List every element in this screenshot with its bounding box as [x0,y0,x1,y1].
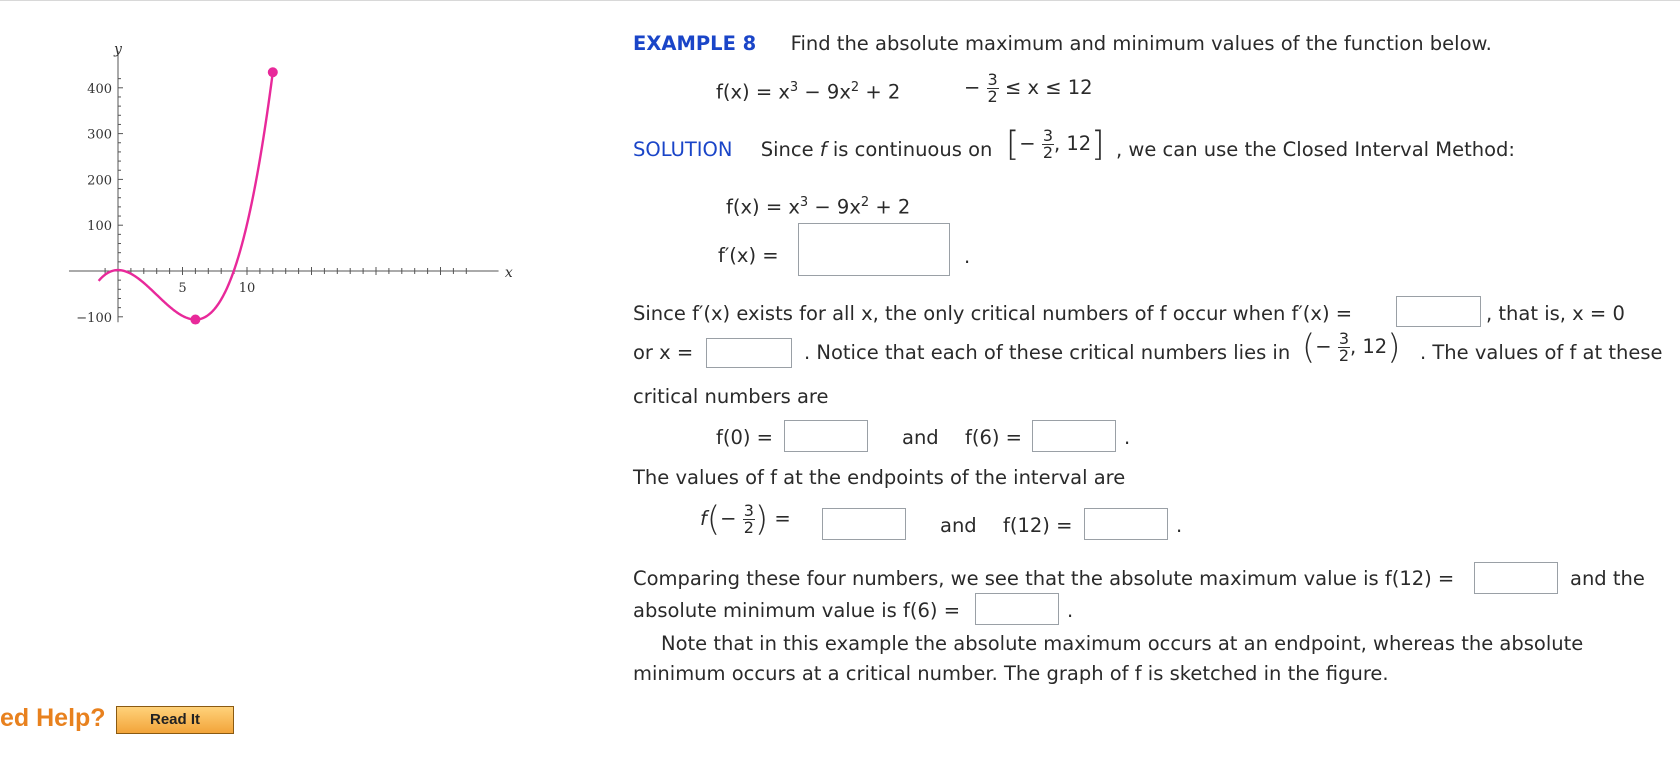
note-text-1: Note that in this example the absolute maximum occurs at an endpoint, whereas the absolute [661,632,1584,655]
critical-text-2: , that is, x = 0 [1486,302,1625,325]
f-italic: f [819,138,827,161]
y-tick-label: 400 [87,81,112,97]
domain-den: 2 [987,87,998,106]
f6-label: f(6) = [965,426,1023,449]
continuous-text: is continuous on [826,138,993,161]
abs-max-input[interactable] [1474,562,1558,594]
domain-rest: ≤ x ≤ 12 [1004,76,1093,99]
solution-line [633,138,992,161]
domain-minus: − [964,76,981,99]
open-interval [1302,327,1401,368]
open-den: 2 [1338,346,1349,365]
func-lhs: f(x) = x [716,80,790,104]
open-right: ) [1387,327,1401,368]
f12-period: . [1176,514,1183,537]
and-text-2: and [940,514,977,537]
top-divider [0,0,1680,1]
f6-period: . [1124,426,1131,449]
compare-text-2: absolute minimum value is f(6) = [633,599,961,622]
f6-input[interactable] [1032,420,1116,452]
compare-text-1: Comparing these four numbers, we see that the absolute maximum value is f(12) = [633,567,1455,590]
domain-fraction [987,72,999,105]
open-fraction [1338,331,1350,364]
abs-min-period: . [1067,599,1074,622]
f0-input[interactable] [784,420,868,452]
interval-minus: − [1019,132,1036,155]
x-tick-label: 5 [178,281,187,296]
since-text: Since [760,138,820,161]
x-tick-label: 10 [238,281,256,296]
domain-num: 3 [987,70,998,89]
fprime-input[interactable] [798,223,950,276]
need-help-label: ed Help? [0,704,106,732]
abs-min-input[interactable] [975,593,1059,625]
and-text-1: and [902,426,939,449]
f12-input[interactable] [1084,508,1168,540]
func-end: + 2 [859,80,901,104]
y-axis-label: y [114,41,122,58]
open-num: 3 [1338,329,1349,348]
interval-den: 2 [1042,143,1053,162]
fneg-open: ( [706,499,721,540]
x-axis-label: x [504,265,513,281]
interval-open: [ [1006,124,1020,165]
read-it-button[interactable]: Read It [116,706,234,734]
func-exp1: 3 [789,80,799,95]
fneg-num: 3 [743,501,754,520]
solution-label: SOLUTION [633,138,733,161]
minimum-point [190,315,200,325]
function-domain [964,72,1093,105]
interval-fraction [1042,128,1054,161]
fx-exp2: 2 [860,195,870,210]
example-header [633,32,1492,55]
or-x-label: or x = [633,341,694,364]
fneg-f: f [700,507,707,530]
f0-label: f(0) = [716,426,774,449]
f12-label: f(12) = [1003,514,1073,537]
interval-rest: , 12 [1054,132,1092,155]
maximum-point [268,67,278,77]
example-prompt: Find the absolute maximum and minimum values of the function below. [790,32,1492,55]
open-minus: − [1315,335,1332,358]
fprime-period: . [964,245,971,268]
function-definition [716,80,900,104]
and-the-text: and the [1570,567,1645,590]
fneg-label [700,499,791,540]
fneg-fraction [743,503,755,536]
fprime-label: f′(x) = [718,244,779,267]
notice-text: . Notice that each of these critical numbers lies in [804,341,1291,364]
method-text: , we can use the Closed Interval Method: [1116,138,1515,161]
note-text-2: minimum occurs at a critical number. The graph of f is sketched in the figure. [633,662,1389,685]
closed-interval [1006,124,1105,165]
fneg-minus: − [720,507,737,530]
fx-lhs: f(x) = x [726,195,800,219]
y-tick-label: 300 [87,127,112,143]
y-tick-label: 100 [87,219,112,235]
interval-close: ] [1091,124,1105,165]
critical-are-text: critical numbers are [633,385,829,408]
fx-end: + 2 [869,195,911,219]
open-rest: , 12 [1350,335,1388,358]
y-tick-label: −100 [76,310,112,326]
fx-exp1: 3 [799,195,809,210]
values-text: . The values of f at these [1420,341,1663,364]
critical-text-1: Since f′(x) exists for all x, the only critical numbers of f occur when f′(x) = [633,302,1353,325]
fneg-close: ) [754,499,769,540]
fx-line [726,195,910,219]
interval-num: 3 [1042,126,1053,145]
function-graph [50,30,520,350]
fx-mid: − 9x [808,195,861,219]
func-exp2: 2 [850,80,860,95]
open-left: ( [1302,327,1316,368]
endpoints-text: The values of f at the endpoints of the interval are [633,466,1126,489]
example-label: EXAMPLE 8 [633,32,757,55]
fneg-eq: = [774,507,791,530]
critical-x-input[interactable] [706,338,792,368]
func-mid: − 9x [798,80,851,104]
y-tick-label: 200 [87,173,112,189]
fneg-input[interactable] [822,508,906,540]
critical-equation-input[interactable] [1396,296,1481,327]
fneg-den: 2 [743,518,754,537]
